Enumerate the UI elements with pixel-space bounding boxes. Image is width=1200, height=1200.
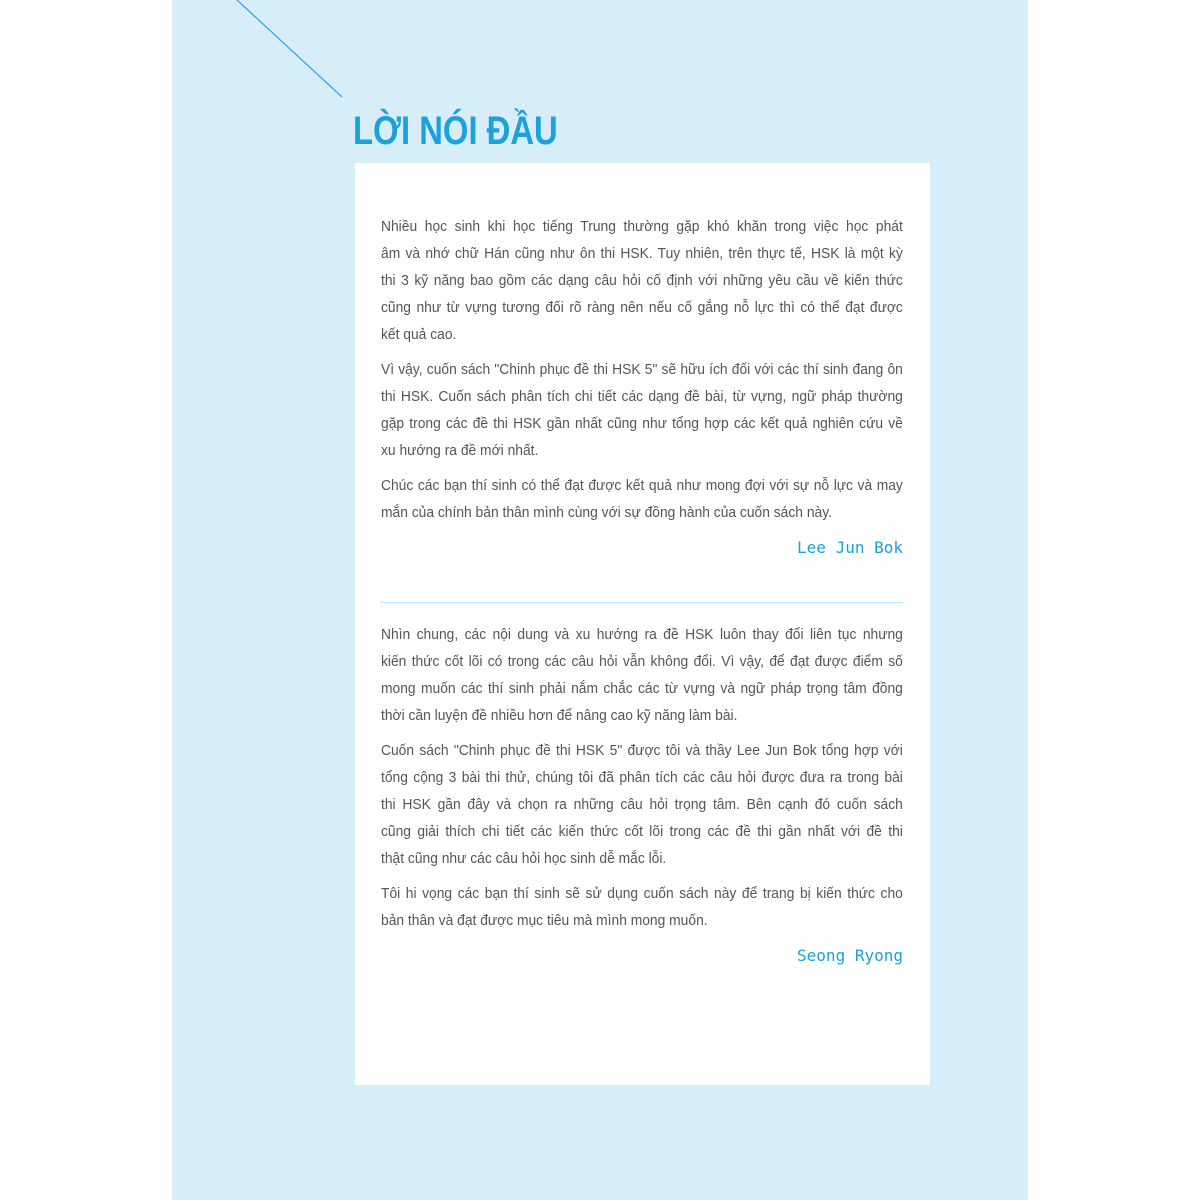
paragraph-line: kết quả cao.: [381, 325, 457, 343]
paragraph-line: thi HSK gần đây và chọn ra những câu hỏi trọng tâm. Bên cạnh đó cuốn sách: [381, 796, 903, 813]
paragraph-line: gặp trong các đề thi HSK gần nhất cũng như tổng hợp các kết quả nghiên cứu về: [381, 414, 903, 432]
paragraph-line: tổng cộng 3 bài thi thử, chúng tôi đã phân tích các câu hỏi được đưa ra trong bài: [381, 769, 903, 786]
paragraph-line: thi HSK. Cuốn sách phân tích chi tiết các dạng đề bài, từ vựng, ngữ pháp thường: [381, 387, 903, 405]
author-signature: Lee Jun Bok: [797, 537, 903, 557]
paragraph-line: kiến thức cốt lõi có trong các câu hỏi vẫn không đổi. Vì vậy, để đạt được điểm số: [381, 653, 903, 670]
paragraph-line: Nhiều học sinh khi học tiếng Trung thường gặp khó khăn trong việc học phát: [381, 217, 903, 235]
paragraph: [381, 621, 903, 729]
decorative-diagonal-line: [0, 0, 1200, 120]
paragraph-line: Tôi hi vọng các bạn thí sinh sẽ sử dụng cuốn sách này để trang bị kiến thức cho: [381, 885, 903, 902]
paragraph-line: thi 3 kỹ năng bao gồm các dạng câu hỏi cố định với những yêu cầu về kiến thức: [381, 271, 903, 289]
preface-section-1: [381, 213, 903, 561]
page-title: LỜI NÓI ĐẦU: [353, 109, 558, 153]
paragraph-line: xu hướng ra đề mới nhất.: [381, 441, 539, 459]
paragraph-line: Vì vậy, cuốn sách "Chinh phục đề thi HSK 5" sẽ hữu ích đối với các thí sinh đang ôn: [381, 360, 903, 378]
section-divider: [381, 602, 903, 603]
paragraph-line: cũng giải thích chi tiết các kiến thức cốt lõi trong các đề thi gần nhất với đề thi: [381, 823, 903, 840]
paragraph: [381, 356, 903, 464]
paragraph-line: mong muốn các thí sinh phải nắm chắc các từ vựng và ngữ pháp trọng tâm đồng: [381, 680, 903, 697]
paragraph-line: thời cần luyện đề nhiều hơn để nâng cao kỹ năng làm bài.: [381, 707, 738, 724]
preface-card: [355, 163, 930, 1085]
paragraph-line: Chúc các bạn thí sinh có thể đạt được kết quả như mong đợi với sự nỗ lực và may: [381, 476, 903, 494]
paragraph-line: mắn của chính bản thân mình cùng với sự đồng hành của cuốn sách này.: [381, 503, 832, 521]
paragraph-line: Cuốn sách "Chinh phục đề thi HSK 5" được tôi và thầy Lee Jun Bok tổng hợp với: [381, 742, 903, 759]
paragraph-line: bản thân và đạt được mục tiêu mà mình mong muốn.: [381, 912, 708, 929]
preface-content: [381, 213, 903, 970]
author-signature: Seong Ryong: [797, 946, 903, 965]
paragraph: [381, 737, 903, 872]
preface-section-2: [381, 621, 903, 969]
paragraph-line: thật cũng như các câu hỏi học sinh dễ mắc lỗi.: [381, 850, 667, 867]
paragraph: [381, 880, 903, 934]
paragraph-line: Nhìn chung, các nội dung và xu hướng ra đề HSK luôn thay đổi liên tục nhưng: [381, 626, 903, 643]
paragraph-line: cũng như từ vựng tương đối rõ ràng nên nếu cố gắng nỗ lực thì có thể đạt được: [381, 298, 903, 316]
paragraph: [381, 213, 903, 348]
paragraph-line: âm và nhớ chữ Hán cũng như ôn thi HSK. Tuy nhiên, trên thực tế, HSK là một kỳ: [381, 244, 903, 262]
paragraph: [381, 472, 903, 526]
